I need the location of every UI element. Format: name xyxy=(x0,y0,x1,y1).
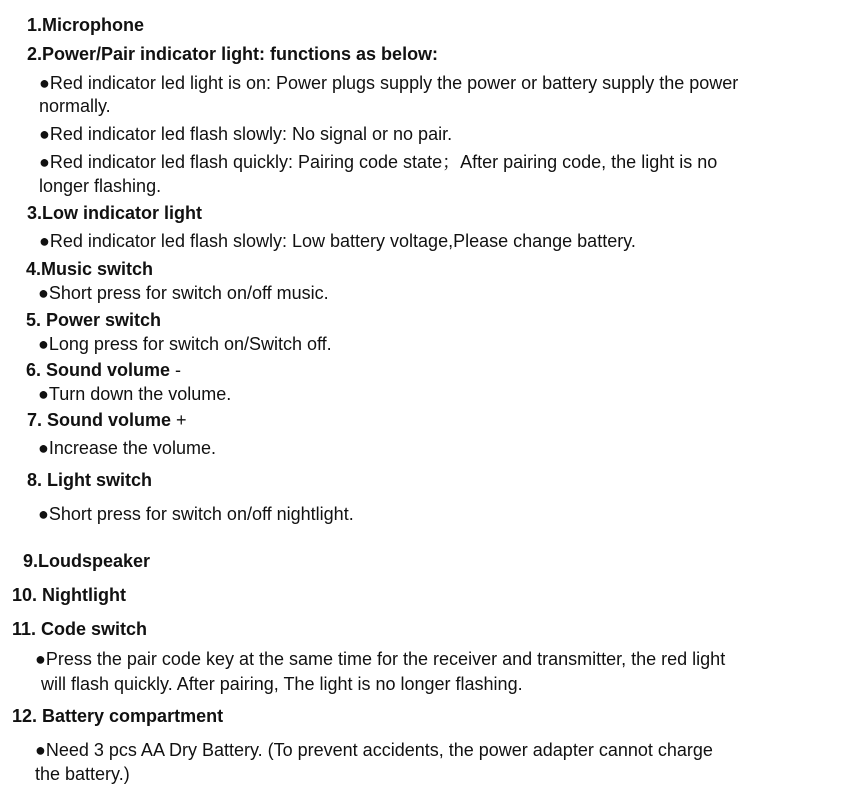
item-2-bullet-3-line-2: longer flashing. xyxy=(39,176,162,196)
item-2-heading: 2.Power/Pair indicator light: functions as below: xyxy=(27,44,439,64)
item-6-heading-text: 6. Sound volume xyxy=(26,360,171,380)
item-3-heading: 3.Low indicator light xyxy=(27,203,202,223)
item-11-bullet-1-line-2: will flash quickly. After pairing, The light is no longer flashing. xyxy=(41,674,523,694)
item-2-bullet-2-line-1: ●Red indicator led flash slowly: No signal or no pair. xyxy=(39,124,453,144)
item-4-heading: 4.Music switch xyxy=(26,259,154,279)
item-7-heading-text: 7. Sound volume xyxy=(27,410,172,430)
item-2-bullet-1-line-1: ●Red indicator led light is on: Power plugs supply the power or battery supply the power xyxy=(39,73,739,93)
item-8-heading: 8. Light switch xyxy=(27,470,153,490)
item-10-heading: 10. Nightlight xyxy=(12,585,126,605)
item-8-bullet-1: ●Short press for switch on/off nightlight. xyxy=(38,504,354,524)
item-11-heading: 11. Code switch xyxy=(12,619,148,639)
item-12-heading: 12. Battery compartment xyxy=(12,706,224,726)
item-12-bullet-1-line-2: the battery.) xyxy=(35,764,130,784)
item-2-bullet-1-line-2: normally. xyxy=(39,96,111,116)
item-4-bullet-1: ●Short press for switch on/off music. xyxy=(38,283,329,303)
item-5-bullet-1: ●Long press for switch on/Switch off. xyxy=(38,334,332,354)
item-11-bullet-1-line-1: ●Press the pair code key at the same time for the receiver and transmitter, the red light xyxy=(35,649,726,669)
item-5-heading: 5. Power switch xyxy=(26,310,162,330)
item-7-bullet-1: ●Increase the volume. xyxy=(38,438,216,458)
item-7-heading xyxy=(27,409,187,431)
item-9-heading: 9.Loudspeaker xyxy=(23,551,151,571)
item-6-bullet-1: ●Turn down the volume. xyxy=(38,384,232,404)
item-7-heading-suffix: + xyxy=(171,410,187,430)
item-1-heading: 1.Microphone xyxy=(27,15,145,35)
item-6-heading xyxy=(26,359,181,381)
item-12-bullet-1-line-1: ●Need 3 pcs AA Dry Battery. (To prevent accidents, the power adapter cannot charge xyxy=(35,740,713,760)
item-3-bullet-1: ●Red indicator led flash slowly: Low battery voltage,Please change battery. xyxy=(39,231,636,251)
item-2-bullet-3-line-1: ●Red indicator led flash quickly: Pairing code state；After pairing code, the light is no xyxy=(39,152,718,172)
item-6-heading-suffix: - xyxy=(170,360,182,380)
